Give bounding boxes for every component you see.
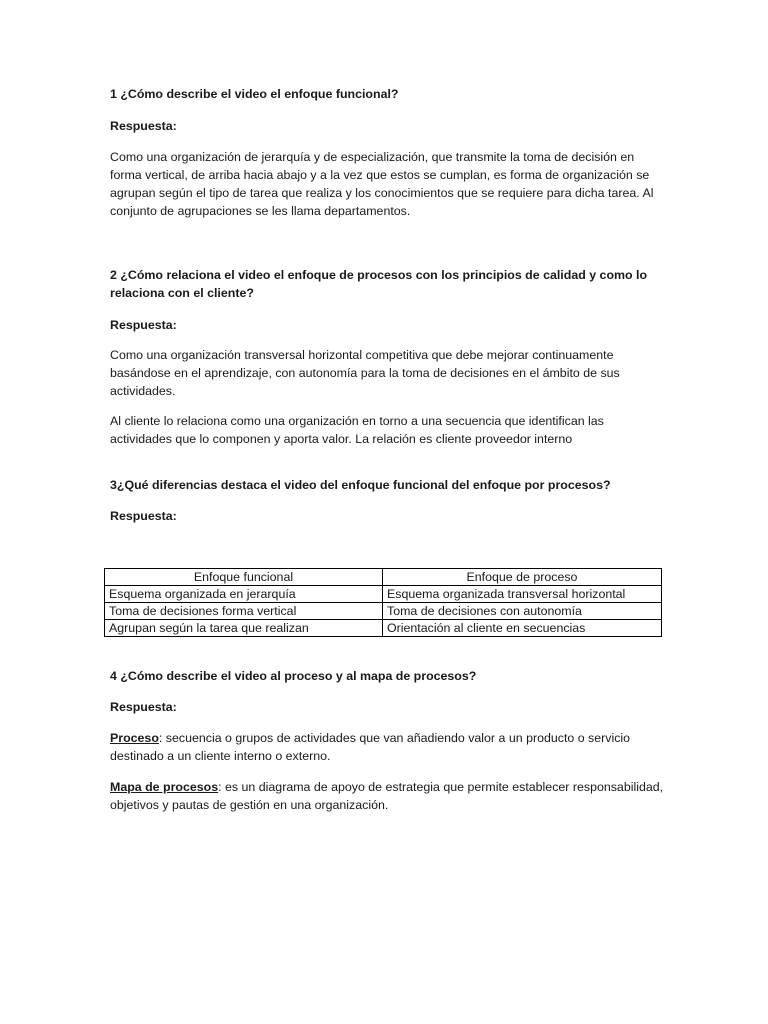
table-header-cell: Enfoque funcional [105, 569, 383, 586]
table-header-row [105, 569, 662, 586]
answer-label-3: Respuesta: [110, 509, 177, 523]
answer-1: Como una organización de jerarquía y de especialización, que transmite la toma de decisión en forma vertical, de arriba hacia abajo y a la vez que estos se cumplan, es forma de organización se agrupan según el tipo de tarea que realiza y los conocimientos que se requiere para dicha tarea. Al conjunto de agrupaciones se les llama departamentos. [110, 150, 654, 218]
answer-label-4: Respuesta: [110, 700, 177, 714]
table-cell: Esquema organizada transversal horizontal [383, 586, 662, 603]
comparison-table [104, 568, 662, 637]
question-2: 2 ¿Cómo relaciona el video el enfoque de procesos con los principios de calidad y como lo relaciona con el cliente? [110, 268, 648, 300]
definition-mapa-text: : es un diagrama de apoyo de estrategia que permite establecer responsabilidad, objetivos y pautas de gestión en una organización. [110, 780, 664, 812]
table-cell: Toma de decisiones forma vertical [105, 603, 383, 620]
table-cell: Esquema organizada en jerarquía [105, 586, 383, 603]
table-cell: Agrupan según la tarea que realizan [105, 620, 383, 637]
table-row [105, 620, 662, 637]
table-cell: Toma de decisiones con autonomía [383, 603, 662, 620]
answer-2-paragraph-1: Como una organización transversal horizontal competitiva que debe mejorar continuamente basándose en el aprendizaje, con autonomía para la toma de decisiones en el ámbito de sus actividades. [110, 348, 620, 398]
answer-label-1: Respuesta: [110, 119, 177, 133]
term-proceso: Proceso [110, 731, 159, 745]
table-row [105, 586, 662, 603]
question-1: 1 ¿Cómo describe el video el enfoque funcional? [110, 87, 399, 101]
definition-proceso-text: : secuencia o grupos de actividades que van añadiendo valor a un producto o servicio destinado a un cliente interno o externo. [110, 731, 631, 763]
answer-2-paragraph-2: Al cliente lo relaciona como una organización en torno a una secuencia que identifican las actividades que lo componen y aporta valor. La relación es cliente proveedor interno [110, 414, 604, 446]
definition-mapa-de-procesos [110, 778, 665, 814]
table-row [105, 603, 662, 620]
table-header-cell: Enfoque de proceso [383, 569, 662, 586]
table-cell: Orientación al cliente en secuencias [383, 620, 662, 637]
question-4: 4 ¿Cómo describe el video al proceso y al mapa de procesos? [110, 669, 477, 683]
term-mapa-de-procesos: Mapa de procesos [110, 780, 219, 794]
question-3: 3¿Qué diferencias destaca el video del enfoque funcional del enfoque por procesos? [110, 478, 611, 492]
definition-proceso [110, 729, 665, 765]
answer-label-2: Respuesta: [110, 318, 177, 332]
